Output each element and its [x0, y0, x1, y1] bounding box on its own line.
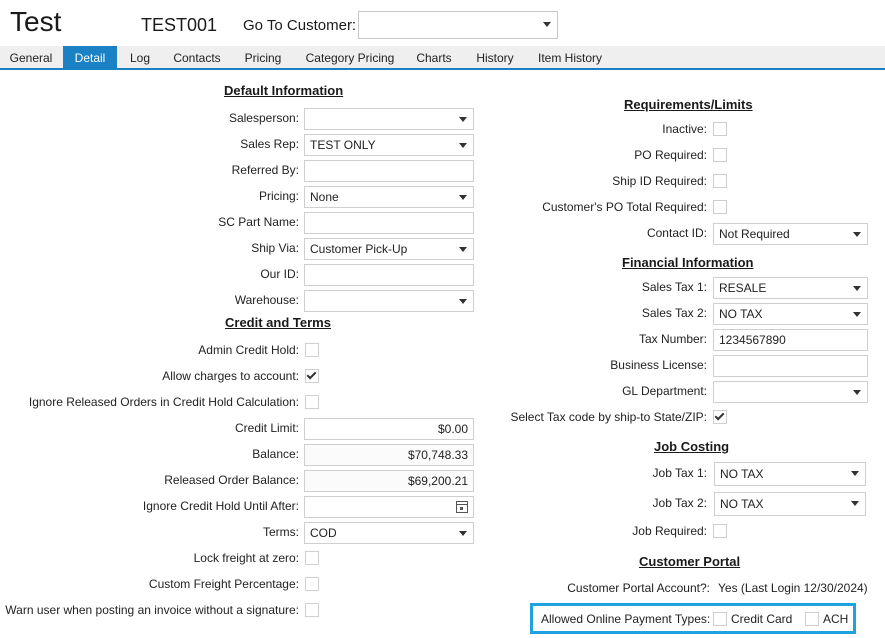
- sales-rep-label: Sales Rep:: [240, 137, 299, 151]
- chevron-down-icon: [851, 501, 859, 506]
- chevron-down-icon: [459, 117, 467, 122]
- credit-card-label: Credit Card: [731, 612, 793, 626]
- chevron-down-icon: [853, 232, 861, 237]
- ship-via-value: Customer Pick-Up: [310, 242, 408, 256]
- customer-portal-heading: Customer Portal: [639, 554, 741, 569]
- pricing-value: None: [310, 190, 339, 204]
- tab-item-history[interactable]: Item History: [537, 51, 602, 65]
- sales-tax2-value: NO TAX: [719, 307, 763, 321]
- job-tax2-value: NO TAX: [720, 497, 764, 511]
- sales-tax2-label: Sales Tax 2:: [641, 306, 707, 320]
- contact-id-label: Contact ID:: [646, 226, 707, 240]
- select-tax-code-checkbox[interactable]: [713, 410, 727, 424]
- released-balance-value: $69,200.21: [304, 470, 474, 492]
- chevron-down-icon: [853, 286, 861, 291]
- customer-name-title: Test: [10, 6, 62, 37]
- credit-limit-label: Credit Limit:: [234, 421, 299, 435]
- referred-by-input[interactable]: [304, 160, 474, 182]
- custom-freight-label: Custom Freight Percentage:: [148, 577, 299, 591]
- tab-detail[interactable]: Detail: [63, 46, 117, 70]
- job-tax1-select[interactable]: [714, 462, 866, 486]
- allow-charges-label: Allow charges to account:: [162, 369, 299, 383]
- tab-bar: [0, 46, 885, 70]
- ignore-hold-until-date[interactable]: [304, 496, 474, 518]
- sc-part-name-input[interactable]: [304, 212, 474, 234]
- select-tax-code-label: Select Tax code by ship-to State/ZIP:: [510, 410, 707, 424]
- admin-credit-hold-label: Admin Credit Hold:: [198, 343, 299, 357]
- ach-label: ACH: [823, 612, 849, 626]
- contact-id-select[interactable]: [713, 223, 868, 245]
- custom-freight-checkbox[interactable]: [305, 577, 319, 591]
- tab-category-pricing[interactable]: Category Pricing: [305, 51, 395, 65]
- chevron-down-icon: [459, 299, 467, 304]
- po-required-label: PO Required:: [634, 148, 707, 162]
- sales-tax1-select[interactable]: [713, 277, 868, 299]
- job-tax1-value: NO TAX: [720, 467, 764, 481]
- calendar-icon[interactable]: [456, 501, 468, 513]
- chevron-down-icon: [459, 531, 467, 536]
- ignore-hold-until-label: Ignore Credit Hold Until After:: [142, 499, 299, 513]
- financial-information-heading: Financial Information: [622, 255, 754, 270]
- pricing-select[interactable]: [304, 186, 474, 208]
- chevron-down-icon: [853, 390, 861, 395]
- requirements-limits-heading: Requirements/Limits: [624, 97, 753, 112]
- warehouse-label: Warehouse:: [234, 293, 299, 307]
- chevron-down-icon: [851, 471, 859, 476]
- goto-customer-select[interactable]: [358, 11, 558, 39]
- customer-code: TEST001: [141, 15, 218, 35]
- job-required-label: Job Required:: [632, 524, 707, 538]
- sales-tax1-value: RESALE: [719, 281, 767, 295]
- inactive-checkbox[interactable]: [713, 122, 727, 136]
- tab-general[interactable]: General: [9, 51, 53, 65]
- contact-id-value: Not Required: [719, 227, 790, 241]
- inactive-label: Inactive:: [662, 122, 707, 136]
- po-total-required-checkbox[interactable]: [713, 200, 727, 214]
- business-license-input[interactable]: [713, 355, 868, 377]
- terms-label: Terms:: [263, 525, 299, 539]
- tab-charts[interactable]: Charts: [416, 51, 452, 65]
- default-information-heading: Default Information: [224, 83, 344, 98]
- portal-account-label: Customer Portal Account?:: [567, 581, 710, 595]
- credit-limit-input[interactable]: $0.00: [304, 418, 474, 440]
- chevron-down-icon: [459, 143, 467, 148]
- sales-rep-value: TEST ONLY: [310, 138, 376, 152]
- balance-label: Balance:: [252, 447, 299, 461]
- po-total-required-label: Customer's PO Total Required:: [542, 200, 707, 214]
- terms-value: COD: [310, 526, 337, 540]
- warehouse-select[interactable]: [304, 290, 474, 312]
- ignore-released-checkbox[interactable]: [305, 395, 319, 409]
- sales-tax2-select[interactable]: [713, 303, 868, 325]
- ship-via-label: Ship Via:: [251, 241, 299, 255]
- ship-via-select[interactable]: [304, 238, 474, 260]
- sales-tax1-label: Sales Tax 1:: [641, 280, 707, 294]
- salesperson-select[interactable]: [304, 108, 474, 130]
- payment-types-label: Allowed Online Payment Types:: [541, 612, 711, 626]
- tab-contacts[interactable]: Contacts: [173, 51, 221, 65]
- tab-pricing[interactable]: Pricing: [244, 51, 282, 65]
- our-id-label: Our ID:: [260, 267, 299, 281]
- checkmark-icon: [715, 411, 725, 421]
- tab-log[interactable]: Log: [129, 51, 151, 65]
- job-required-checkbox[interactable]: [713, 524, 727, 538]
- gl-department-label: GL Department:: [622, 384, 707, 398]
- salesperson-label: Salesperson:: [228, 111, 299, 125]
- lock-freight-checkbox[interactable]: [305, 551, 319, 565]
- ship-id-required-label: Ship ID Required:: [612, 174, 707, 188]
- terms-select[interactable]: [304, 522, 474, 544]
- business-license-label: Business License:: [610, 358, 707, 372]
- chevron-down-icon: [459, 195, 467, 200]
- tax-number-label: Tax Number:: [638, 332, 707, 346]
- ach-checkbox[interactable]: [805, 612, 819, 626]
- gl-department-select[interactable]: [713, 381, 868, 403]
- tax-number-input[interactable]: 1234567890: [713, 329, 868, 351]
- warn-signature-checkbox[interactable]: [305, 603, 319, 617]
- job-costing-heading: Job Costing: [654, 439, 730, 454]
- portal-account-value: Yes (Last Login 12/30/2024): [718, 581, 868, 595]
- chevron-down-icon: [459, 247, 467, 252]
- pricing-label: Pricing:: [258, 189, 299, 203]
- job-tax1-label: Job Tax 1:: [652, 466, 707, 480]
- po-required-checkbox[interactable]: [713, 148, 727, 162]
- sc-part-name-label: SC Part Name:: [218, 215, 299, 229]
- lock-freight-label: Lock freight at zero:: [193, 551, 299, 565]
- our-id-input[interactable]: [304, 264, 474, 286]
- released-balance-label: Released Order Balance:: [164, 473, 299, 487]
- chevron-down-icon: [543, 22, 551, 27]
- goto-customer-label: Go To Customer:: [243, 17, 357, 34]
- chevron-down-icon: [853, 312, 861, 317]
- credit-card-checkbox[interactable]: [713, 612, 727, 626]
- job-tax2-label: Job Tax 2:: [652, 496, 707, 510]
- warn-signature-label: Warn user when posting an invoice without a signature:: [5, 603, 299, 617]
- sales-rep-select[interactable]: [304, 134, 474, 156]
- ship-id-required-checkbox[interactable]: [713, 174, 727, 188]
- job-tax2-select[interactable]: [714, 492, 866, 516]
- ignore-released-label: Ignore Released Orders in Credit Hold Calculation:: [28, 395, 299, 409]
- referred-by-label: Referred By:: [231, 163, 299, 177]
- balance-value: $70,748.33: [304, 444, 474, 466]
- checkmark-icon: [307, 370, 317, 380]
- admin-credit-hold-checkbox[interactable]: [305, 343, 319, 357]
- tab-history[interactable]: History: [476, 51, 514, 65]
- credit-and-terms-heading: Credit and Terms: [225, 315, 331, 330]
- allow-charges-checkbox[interactable]: [305, 369, 319, 383]
